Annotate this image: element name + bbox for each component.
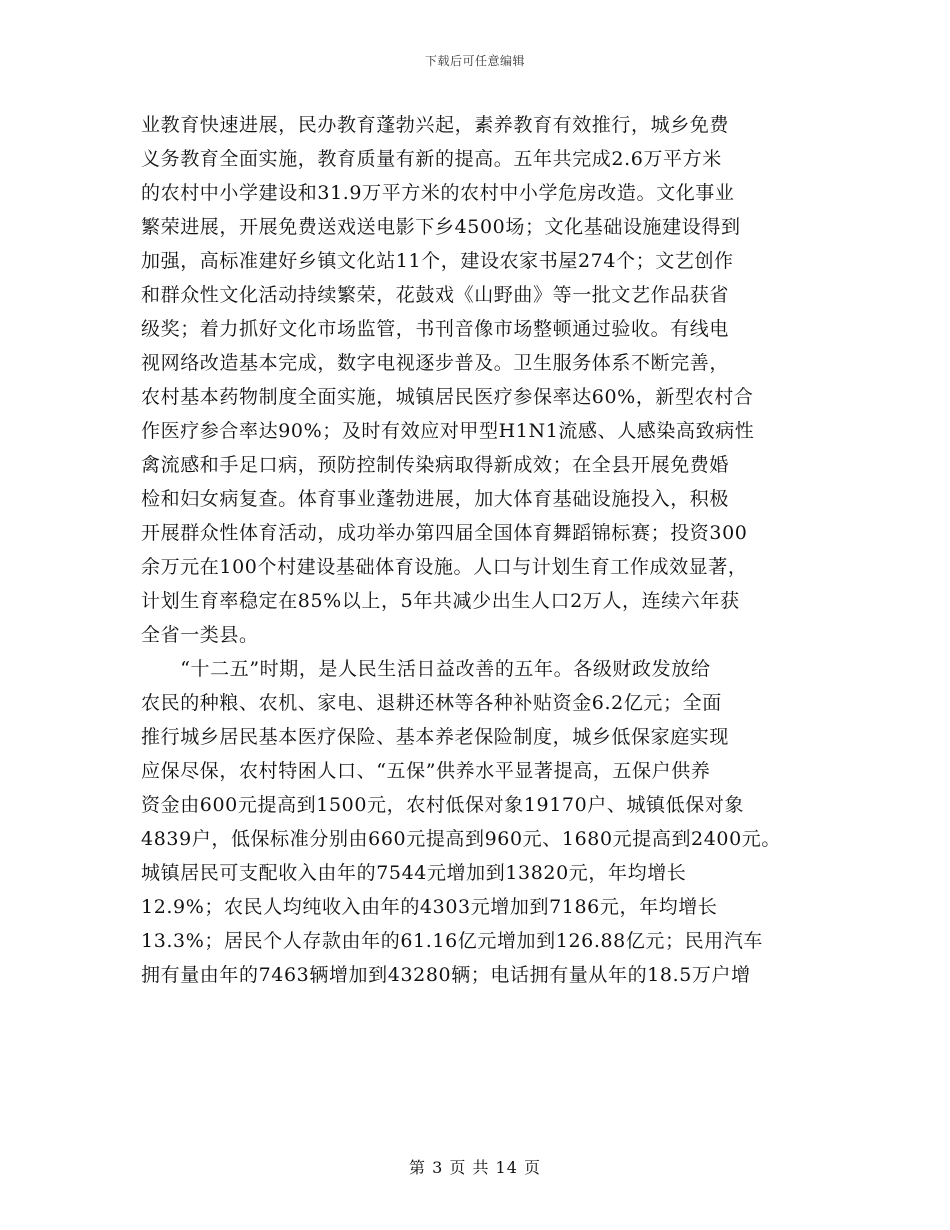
- text-line: 视网络改造基本完成，数字电视逐步普及。卫生服务体系不断完善，: [141, 352, 730, 374]
- text-line: 4839户，低保标准分别由660元提高到960元、1680元提高到2400元。: [141, 828, 781, 850]
- text-line: 农民的种粮、农机、家电、退耕还林等各种补贴资金6.2亿元；全面: [141, 692, 722, 714]
- text-line: 余万元在100个村建设基础体育设施。人口与计划生育工作成效显著，: [141, 556, 748, 578]
- text-line: 加强，高标准建好乡镇文化站11个，建设农家书屋274个；文艺创作: [141, 250, 734, 272]
- body-text: [141, 108, 831, 992]
- text-line: 繁荣进展，开展免费送戏送电影下乡4500场；文化基础设施建设得到: [141, 216, 741, 238]
- text-line: 禽流感和手足口病，预防控制传染病取得新成效；在全县开展免费婚: [141, 454, 730, 476]
- text-line: 级奖；着力抓好文化市场监管，书刊音像市场整顿通过验收。有线电: [141, 318, 730, 340]
- text-line: 作医疗参合率达90%；及时有效应对甲型H1N1流感、人感染高致病性: [141, 420, 755, 442]
- text-line: 应保尽保，农村特困人口、“五保”供养水平显著提高，五保户供养: [141, 760, 711, 782]
- page-header: 下载后可任意编辑: [424, 54, 525, 68]
- text-line: 资金由600元提高到1500元，农村低保对象19170户、城镇低保对象: [141, 794, 745, 816]
- text-line: 义务教育全面实施，教育质量有新的提高。五年共完成2.6万平方米: [141, 148, 722, 170]
- text-line: 推行城乡居民基本医疗保险、基本养老保险制度，城乡低保家庭实现: [141, 726, 730, 748]
- text-line: 城镇居民可支配收入由年的7544元增加到13820元，年均增长: [141, 862, 687, 884]
- text-line: 拥有量由年的7463辆增加到43280辆；电话拥有量从年的18.5万户增: [141, 964, 751, 986]
- text-line: 和群众性文化活动持续繁荣，花鼓戏《山野曲》等一批文艺作品获省: [141, 284, 730, 306]
- text-line: 13.3%；居民个人存款由年的61.16亿元增加到126.88亿元；民用汽车: [141, 930, 764, 952]
- text-line: 12.9%；农民人均纯收入由年的4303元增加到7186元，年均增长: [141, 896, 718, 918]
- text-line: 业教育快速进展，民办教育蓬勃兴起，素养教育有效推行，城乡免费: [141, 114, 730, 136]
- page-number-footer: 第 3 页 共 14 页: [409, 1158, 541, 1177]
- text-line: 检和妇女病复查。体育事业蓬勃进展，加大体育基础设施投入，积极: [141, 488, 730, 510]
- text-line: 全省一类县。: [141, 624, 259, 646]
- text-line: 计划生育率稳定在85%以上，5年共减少出生人口2万人，连续六年获: [141, 590, 740, 612]
- text-line: 农村基本药物制度全面实施，城镇居民医疗参保率达60%，新型农村合: [141, 386, 754, 408]
- text-line: 开展群众性体育活动，成功举办第四届全国体育舞蹈锦标赛；投资300: [141, 522, 748, 544]
- paragraph-start-line: “十二五”时期，是人民生活日益改善的五年。各级财政发放给: [141, 658, 711, 680]
- text-line: 的农村中小学建设和31.9万平方米的农村中小学危房改造。文化事业: [141, 182, 735, 204]
